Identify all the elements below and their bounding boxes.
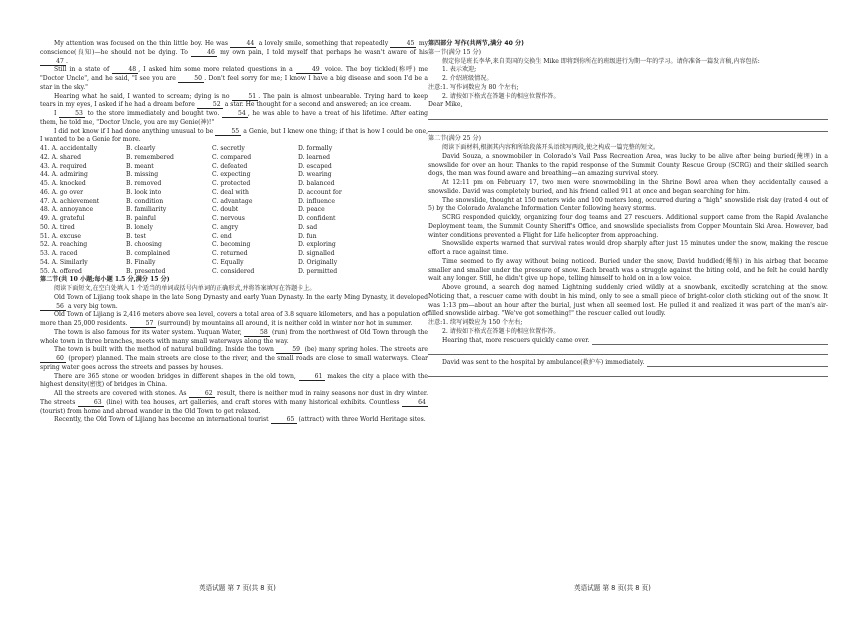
letter-salutation: Dear Mike,: [428, 101, 463, 109]
option-row: [40, 268, 428, 277]
option-cell: 48. A. annoyance: [40, 206, 94, 214]
option-cell: 51. A. excuse: [40, 232, 82, 240]
option-cell: C. angry: [212, 223, 239, 231]
cloze-paragraph-5: I did not know if I had done anything unusual to be 55 a Genie, but I knew one thing; if that is how I could be one, I wanted to be a Genie for more.: [40, 127, 429, 144]
blank-53: 53: [59, 110, 85, 118]
option-cell: B. painful: [126, 215, 156, 222]
option-cell: B. condition: [126, 197, 164, 205]
option-cell: B. familiarity: [126, 206, 167, 214]
blank-51: 51: [232, 93, 258, 101]
blank-50: 50: [178, 75, 204, 83]
page-footer-7: 英语试题 第 7 页(共 8 页): [199, 584, 276, 592]
option-cell: C. deal with: [212, 188, 249, 196]
option-cell: D. exploring: [298, 241, 336, 249]
option-cell: C. compared: [212, 153, 252, 161]
option-row: [40, 180, 428, 189]
option-cell: 44. A. admiring: [40, 171, 88, 179]
reading-paragraph-6: Time seemed to fly away without being noticed. Buried under the snow, David huddled(蜷缩) in his airbag that became smaller and smaller under the pressure of snow. Each breath was a struggle against the biting cold, and he felt he could hardly wait any longer. Still, he didn't give up hope, telling himself to hold on in a low voice.: [428, 257, 828, 283]
grammar-paragraph-6: All the streets are covered with stones. As 62 result, there is neither mud in rainy seasons nor dust in dry winter. The streets 63 (line) with tea houses, art galleries, and craft stores with many historical exhibits. Countless 64 (tourist) from home and abroad wander in the Old Town to get relaxed.: [40, 390, 429, 415]
option-cell: C. secretly: [212, 145, 245, 152]
option-cell: B. removed: [126, 180, 162, 187]
blank-63: 63: [78, 399, 104, 407]
option-cell: D. permitted: [298, 267, 338, 275]
blank-60: 60: [40, 355, 66, 363]
writing-point-2: 2. 介绍班级情况。: [442, 75, 493, 82]
answer-line: [428, 345, 828, 355]
option-cell: D. influence: [298, 197, 335, 205]
option-cell: B. choosing: [126, 241, 162, 249]
grammar-paragraph-4: The town is built with the method of natural building. Inside the town 59 (be) many spring holes. The streets are 60 (proper) planned. The main streets are close to the river, and the small roads are close to small waterways. Clear spring water goes across the streets and passes by houses.: [40, 346, 429, 371]
blank-55: 55: [215, 128, 241, 136]
option-cell: C. Equally: [212, 258, 244, 266]
section-2-title: 第二节(共 10 小题;每小题 1.5 分,满分 15 分): [40, 276, 170, 284]
answer-options: [40, 145, 428, 276]
option-cell: C. protected: [212, 180, 251, 187]
option-row: [40, 224, 428, 233]
option-cell: D. balanced: [298, 180, 335, 187]
left-page: [40, 40, 428, 425]
answer-line: [428, 110, 828, 120]
option-cell: B. test: [126, 232, 146, 240]
cloze-paragraph-1: My attention was focused on the thin little boy. He was 44 a lovely smile, something that repeatedly 45 my conscience(良知)—he should not be dying. To 46 my own pain, I told myself that perhaps he wasn't aware of his 47 .: [40, 40, 429, 65]
option-cell: B. missing: [126, 171, 159, 179]
option-cell: C. returned: [212, 250, 248, 257]
option-cell: 49. A. grateful: [40, 215, 85, 222]
reading-paragraph-3: The snowslide, thought at 150 meters wide and 100 meters long, occurred during a "high" snowslide risk day (rated 4 out of 5) by the Colorado Avalanche Information Center following heavy storms.: [428, 196, 828, 213]
blank-49: 49: [296, 66, 322, 74]
option-cell: B. look into: [126, 188, 162, 196]
option-row: [40, 233, 428, 242]
option-cell: B. remembered: [126, 153, 174, 161]
option-cell: D. wearing: [298, 171, 332, 179]
section-2-instructions: 阅读下面短文,在空白处填入 1 个适当的单词或括号内单词的正确形式,并将答案填写在答题卡上。: [54, 285, 316, 292]
option-cell: C. expecting: [212, 171, 251, 179]
option-cell: D. confident: [298, 215, 336, 222]
part-4-title: 第四部分 写作(共两节,满分 40 分): [428, 40, 524, 47]
writing-note-2: 2. 请按如下格式在答题卡的相应位置作答。: [442, 92, 560, 100]
option-cell: 41. A. accidentally: [40, 145, 98, 152]
option-row: [40, 145, 428, 154]
paragraph-opener-1: Hearing that, more rescuers quickly came over.: [428, 337, 828, 346]
option-cell: 55. A. offered: [40, 267, 82, 275]
blank-58: 58: [244, 329, 270, 337]
option-cell: D. learned: [298, 153, 331, 161]
blank-57: 57: [130, 320, 156, 328]
option-cell: 42. A. shared: [40, 153, 82, 161]
option-cell: 43. A. required: [40, 162, 87, 170]
grammar-paragraph-3: The town is also famous for its water system. Yuquan Water, 58 (run) from the northwest of Old Town through the whole town in three branches, meets with many small waterways along the way.: [40, 328, 429, 345]
blank-46: 46: [191, 49, 217, 57]
option-cell: C. considered: [212, 267, 255, 275]
option-cell: D. formally: [298, 145, 333, 152]
blank-56: 56: [40, 303, 66, 311]
grammar-paragraph-2: Old Town of Lijiang is 2,416 meters above sea level, covers a total area of 3.8 square kilometers, and has a population of more than 25,000 residents. 57 (surround) by mountains all around, it is neither cold in winter nor hot in summer.: [40, 311, 428, 327]
option-cell: B. presented: [126, 267, 166, 275]
option-cell: D. signalled: [298, 250, 335, 257]
option-cell: D. fun: [298, 232, 317, 240]
option-cell: 46. A. go over: [40, 188, 84, 196]
answer-line: [428, 123, 828, 132]
option-cell: 54. A. Similarly: [40, 258, 88, 266]
paragraph-opener-2: David was sent to the hospital by ambulance(救护车) immediately.: [428, 359, 828, 368]
option-row: [40, 259, 428, 268]
option-cell: C. doubt: [212, 206, 239, 214]
option-cell: C. defeated: [212, 162, 248, 170]
option-cell: C. becoming: [212, 241, 251, 249]
writing-section-2-instructions: 阅读下面材料,根据其内容和所给段落开头语续写两段,使之构成一篇完整的短文。: [442, 144, 660, 152]
continuation-note-2: 2. 请按如下格式在答题卡的相应位置作答。: [442, 327, 560, 335]
option-cell: B. clearly: [126, 145, 156, 152]
option-cell: B. lonely: [126, 223, 153, 231]
option-cell: 45. A. knocked: [40, 180, 86, 187]
blank-47: 47: [40, 58, 66, 66]
option-cell: D. peace: [298, 206, 325, 214]
option-cell: 50. A. tired: [40, 223, 75, 231]
reading-paragraph-2: At 12:11 pm on February 17, two men were snowmobiling in the Shrine Bowl area when they accidentally caused a snowslide. David was completely buried, and his friend called 911 at once and began searching for him.: [428, 179, 828, 195]
option-cell: 47. A. achievement: [40, 197, 100, 205]
blank-64: 64: [402, 399, 428, 407]
option-row: [40, 215, 428, 224]
blank-59: 59: [276, 346, 302, 354]
option-cell: B. meant: [126, 162, 154, 170]
option-cell: D. escaped: [298, 162, 332, 170]
grammar-paragraph-5: There are 365 stone or wooden bridges in different shapes in the old town, 61 makes the city a place with the highest density(密度) of bridges in China.: [40, 372, 428, 389]
blank-54: 54: [222, 110, 248, 118]
blank-61: 61: [299, 373, 325, 381]
option-cell: B. complained: [126, 250, 171, 257]
option-row: [40, 154, 428, 163]
blank-44: 44: [230, 40, 256, 48]
blank-65: 65: [271, 416, 297, 424]
writing-note-1: 注意:1. 写作词数应为 80 个左右;: [428, 83, 519, 91]
option-row: [40, 241, 428, 250]
blank-62: 62: [189, 390, 215, 398]
blank-52: 52: [197, 101, 223, 109]
option-row: [40, 198, 428, 207]
grammar-paragraph-1: Old Town of Lijiang took shape in the late Song Dynasty and early Yuan Dynasty. In the early Ming Dynasty, it developed 56 a very big town.: [40, 294, 428, 312]
option-cell: D. Originally: [298, 258, 338, 266]
cloze-paragraph-2: Still in a state of 48 , I asked him some more related questions in a 49 voice. The boy tickled(称呼) me "Doctor Uncle", and he said, "I see you are 50 . Don't feel sorry for me; I know I have a big disease and soon I'd be a star in the sky.": [40, 66, 429, 91]
writing-section-1-title: 第一节(满分 15 分): [428, 48, 481, 56]
writing-section-1-task: 假定你是班长李华,来自美国的交换生 Mike 即将到你所在的班级进行为期一年的学习。请你准备一篇发言稿,内容包括:: [442, 57, 760, 65]
reading-paragraph-4: SCRG responded quickly, organizing four dog teams and 27 rescuers. Additional support came from the Rapid Avalanche Deployment team, the Summit County Sheriff's Office, and snowslide specialists from Copper Mountain Ski Area. However, bad winter conditions prevented a Flight for Life helicopter from approaching.: [428, 214, 828, 239]
option-row: [40, 163, 428, 172]
option-cell: B. Finally: [126, 258, 156, 266]
reading-paragraph-7: Above ground, a search dog named Lightning suddenly cried wildly at a snowbank, excitedly scratching at the snow. Noticing that, a rescuer came with doubt in his mind, only to see a small piece of bright-color cloth sticking out of the snow. It was 1:13 pm—about an hour after the burial, just when all seemed lost. He pulled it and realized it was part of the man's air-filled snowslide airbag. "We've got something!" the rescuer called out loudly.: [428, 284, 828, 318]
page-footer-8: 英语试题 第 8 页(共 8 页): [574, 584, 651, 592]
reading-paragraph-5: Snowslide experts warned that survival rates would drop sharply after just 15 minutes under the snow, making the rescue effort a race against time.: [428, 240, 828, 257]
reading-paragraph-1: David Souza, a snowmobiler in Colorado's Vail Pass Recreation Area, was lucky to be alive after being buried(掩埋) in a snowslide for over an hour. Thanks to the rapid response of the Summit County Rescue Group (SCRG) and their skilled search dogs, the man was found aware and breathing—an amazing survival story.: [428, 152, 828, 178]
blank-48: 48: [112, 66, 138, 74]
cloze-paragraph-3: Hearing what he said, I wanted to scream; dying is no 51 . The pain is almost unbearable. Trying hard to keep tears in my eyes, I asked if he had a dream before 52 a star. He thought for a second and answered; an ice cream.: [40, 92, 428, 109]
option-row: [40, 250, 428, 259]
cloze-paragraph-4: I 53 to the store immediately and bought two. 54 , he was able to have a treat of his lifetime. After eating them, he told me, "Doctor Uncle, you are my Genie(神)!": [40, 110, 429, 126]
writing-point-1: 1. 表示欢迎;: [442, 66, 477, 74]
right-page: [428, 40, 828, 381]
option-row: [40, 189, 428, 198]
option-cell: C. end: [212, 232, 232, 240]
option-cell: 53. A. raced: [40, 250, 78, 257]
option-cell: 52. A. reaching: [40, 241, 88, 249]
continuation-note-1: 注意:1. 续写词数应为 150 个左右;: [428, 319, 523, 327]
answer-line: [428, 367, 828, 377]
grammar-paragraph-7: Recently, the Old Town of Lijiang has become an international tourist 65 (attract) with three World Heritage sites.: [54, 416, 426, 424]
option-cell: C. advantage: [212, 197, 253, 205]
writing-section-2-title: 第二节(满分 25 分): [428, 135, 481, 143]
option-cell: C. nervous: [212, 215, 245, 222]
option-cell: D. sad: [298, 223, 318, 231]
blank-45: 45: [390, 40, 416, 48]
option-cell: D. account for: [298, 188, 342, 196]
option-row: [40, 206, 428, 215]
option-row: [40, 171, 428, 180]
